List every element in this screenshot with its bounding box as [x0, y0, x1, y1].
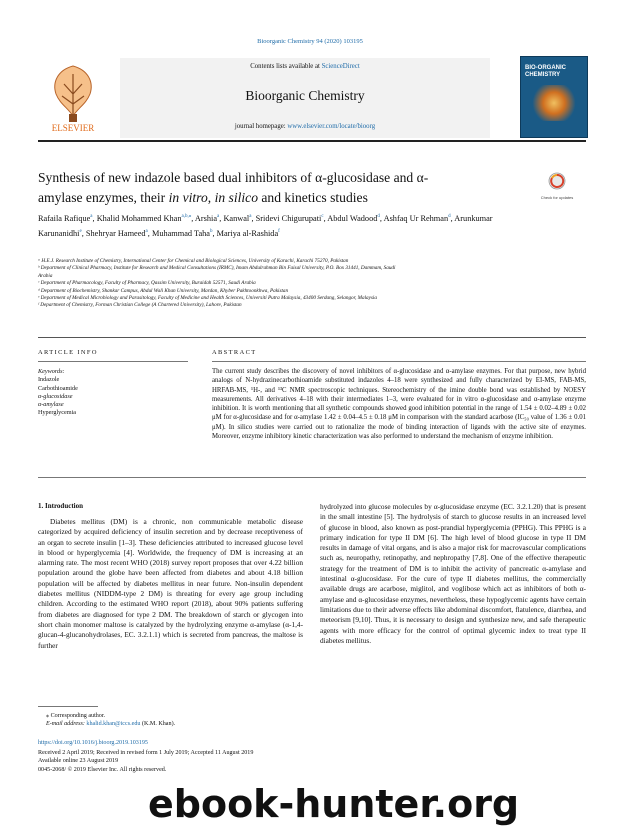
section-rule: [38, 337, 586, 338]
contents-line: [120, 63, 490, 70]
author-affiliation-marker[interactable]: a: [90, 214, 93, 219]
author-name[interactable]: Muhammad Taha: [151, 229, 210, 239]
affiliation-line: Arabia: [38, 272, 53, 279]
email-label: E-mail address:: [46, 721, 87, 728]
homepage-line: [120, 123, 490, 130]
author-affiliation-marker[interactable]: a,b,⁎: [181, 214, 192, 219]
affiliation-line: ᶠ Department of Chemistry, Forman Christian College (A Chartered University), Lahore, Pakistan: [38, 302, 242, 309]
header-rule: [38, 140, 586, 142]
author-name[interactable]: Arunkumar Karunanidhi: [38, 213, 493, 239]
author-name[interactable]: Arshia: [194, 213, 218, 223]
author-affiliation-marker[interactable]: a: [217, 214, 220, 219]
author-affiliation-marker[interactable]: c: [321, 214, 324, 219]
author-affiliation-marker[interactable]: d: [377, 214, 380, 219]
watermark-text: ebook-hunter.org: [148, 782, 520, 826]
cover-title: BIO-ORGANIC CHEMISTRY: [525, 65, 566, 78]
author-affiliation-marker[interactable]: a: [249, 214, 252, 219]
author-affiliation-marker[interactable]: d: [448, 214, 451, 219]
affiliation-line: ᵇ Department of Clinical Pharmacy, Institute for Research and Medical Consultations (IRMC), Imam Abdulrahman Bin Faisal University, P.O. Box 31441, Dammam, Saudi: [38, 265, 396, 272]
online-date: Available online 23 August 2019: [38, 758, 119, 765]
homepage-prefix: journal homepage:: [234, 123, 288, 130]
abstract-heading: ABSTRACT: [212, 349, 257, 356]
keyword: α-amylase: [38, 401, 64, 409]
sciencedirect-link[interactable]: ScienceDirect: [321, 63, 360, 70]
homepage-link[interactable]: www.elsevier.com/locate/bioorg: [287, 123, 376, 130]
author-affiliation-marker[interactable]: f: [278, 229, 280, 235]
abstract-bottom-rule: [38, 477, 586, 478]
affiliation-line: ᶜ Department of Pharmacology, Faculty of Pharmacy, Qassim University, Buraidah 52571, Saudi Arabia: [38, 280, 256, 287]
keyword: Indazole: [38, 376, 60, 384]
keyword: Carbothioamide: [38, 384, 78, 392]
keywords-label: Keywords:: [38, 368, 65, 375]
author-name[interactable]: Ashfaq Ur Rehman: [383, 213, 449, 223]
author-affiliation-marker[interactable]: a: [145, 229, 148, 235]
copyright-line: 0045-2068/ © 2019 Elsevier Inc. All rights reserved.: [38, 766, 167, 773]
author-name[interactable]: Abdul Wadood: [327, 213, 378, 223]
author-name[interactable]: Shehryar Hameed: [85, 229, 146, 239]
author-name[interactable]: Khalid Mohammed Khan: [96, 213, 182, 223]
keyword: Hyperglycemia: [38, 409, 77, 417]
affiliation-line: ᵉ Department of Medical Microbiology and Parasitology, Faculty of Medicine and Health Sciences, Universiti Putra Malaysia, 43400 Serdang, Selangor, Malaysia: [38, 295, 377, 302]
author-name[interactable]: Kanwal: [223, 213, 250, 223]
author-name[interactable]: Mariya al-Rashida: [216, 229, 279, 239]
keyword: α-glucosidase: [38, 392, 73, 400]
journal-name: Bioorganic Chemistry: [245, 88, 365, 103]
introduction-heading: 1. Introduction: [38, 502, 83, 510]
footnote-rule: [38, 706, 98, 707]
doi-link[interactable]: https://doi.org/10.1016/j.bioorg.2019.103195: [38, 740, 148, 746]
affiliation-line: ᵃ H.E.J. Research Institute of Chemistry, International Center for Chemical and Biological Sciences, University of Karachi, Karachi 75270, Pakistan: [38, 258, 349, 264]
footnotes: ⁎ Corresponding author. E-mail address: khalid.khan@iccs.edu (K.M. Khan).: [38, 712, 338, 729]
check-updates-icon: [548, 172, 566, 190]
abstract-rule: [212, 361, 586, 362]
journal-reference[interactable]: Bioorganic Chemistry 94 (2020) 103195: [257, 38, 363, 45]
corresponding-author-note: ⁎ Corresponding author.: [46, 713, 106, 719]
article-info-heading: ARTICLE INFO: [38, 349, 98, 356]
email-link[interactable]: khalid.khan@iccs.edu: [86, 721, 141, 728]
article-info-rule: [38, 361, 188, 362]
cover-graphic: [529, 85, 579, 121]
keywords-block: [38, 368, 188, 418]
author-name[interactable]: Rafaila Rafique: [38, 213, 91, 223]
article-title: Synthesis of new indazole based dual inhibitors of α-glucosidase and α- amylase enzymes, their in vitro, in silico and kinetics studies: [38, 170, 429, 205]
affiliations: [38, 258, 558, 310]
author-name[interactable]: Sridevi Chigurupati: [255, 213, 322, 223]
abstract-text: The current study describes the discovery of novel inhibitors of α-glucosidase and α-amylase enzymes. For that purpose, new hybrid analogs of N-hydrazinecarbothioamide substituted indazoles 4–18 were synthesized and fully characterized by EI-MS, FAB-MS, HRFAB-MS, ¹H-, and ¹³C NMR spectroscopic techniques. Stereochemistry of the imine double bond was established by NOESY measurements. All derivatives 4–18 with their intermediates 1–3, were evaluated for in vitro α-glucosidase and α-amylase enzyme inhibition. It is worth mentioning that all synthetic compounds showed good inhibition potential in the range of 1.54 ± 0.02–4.89 ± 0.02 μM for α-glucosidase and for α-amylase 1.42 ± 0.04–4.5 ± 0.18 μM in comparison with the standard acarbose (IC₅₀ value of 1.36 ± 0.01 μM). In silico studies were carried out to rationalize the mode of binding interaction of ligands with the active site of enzymes. Moreover, enzyme inhibitory kinetic characterization was also performed to understand the mechanism of enzyme inhibition.: [212, 368, 586, 441]
affiliation-line: ᵈ Department of Biochemistry, Shankar Campus, Abdul Wali Khan University, Mardan, Khyber Pakhtoonkhwa, Pakistan: [38, 287, 289, 294]
author-list: Rafaila Rafique$^a$, Khalid Mohammed Khan$^{a,b,⁎}$, Arshia$^a$, Kanwal$^a$, Sridevi Chigurupati$^c$, Abdul Wadood$^d$, Ashfaq Ur Rehman$^d$, Arunkumar Karunanidhi$^e$, Shehryar Hameed$^a$, Muhammad Taha$^b$, Mariya al-Rashida$^f$: [38, 213, 493, 239]
received-dates: Received 2 April 2019; Received in revised form 1 July 2019; Accepted 11 August 2019: [38, 750, 254, 756]
author-affiliation-marker[interactable]: e: [79, 229, 82, 235]
introduction-right-column: hydrolyzed into glucose molecules by α-glucosidase enzyme (EC. 3.2.1.20) that is present in the small intestine [5]. The hydrolysis of starch to glucose results in an increased level of glucose in blood, also known as post-prandial hyperglycemia (PPHG). This PPHG is a primary indication for type II DM [6]. The high level of blood glucose in type II DM results in damage of vital organs, and is also a major risk for macrovascular complications such as, neuropathy, retinopathy, and nephropathy [7,8]. One of the effective therapeutic strategy for the treatment of DM is to inhibit the activity of pancreatic α-amylase and intestinal α-glucosidase. For the cure of type II diabetes mellitus, the commercially available drugs are acarbose, miglitol, and voglibose which act as inhibitors of both α-amylase and α-glucosidase enzymes, nevertheless, these hypoglycemic agents have certain limitations due to their adverse effects like abdominal discomfort, flatulence, diarrhea, and meteorism [9,10]. Thus, it is necessary to design and synthesize new, and safe therapeutic agents with more efficacy for the control of optimal glycemic index to treat type II diabetes mellitus.: [320, 502, 586, 645]
author-affiliation-marker[interactable]: b: [209, 229, 213, 235]
elsevier-logo: [38, 60, 108, 134]
publication-history: [38, 749, 538, 774]
journal-cover-image[interactable]: [520, 56, 588, 138]
elsevier-logo-text: ELSEVIER: [51, 123, 95, 133]
check-for-updates-badge[interactable]: [540, 172, 574, 202]
contents-prefix: Contents lists available at: [250, 63, 322, 70]
introduction-left-column: Diabetes mellitus (DM) is a chronic, non communicable metabolic disease categorized by acquired deficiency of insulin secretion and by decrease receptiveness of an organ to secrete insulin [1–3]. These deficiencies attributed to increased glucose level in blood or hyperglycemia [4]. Worldwide, the frequency of DM is increasing at an alarming rate. The most recent WHO (2018) survey report proposes that over 4.22 billion population around the globe have been affected from diabetes and about 4.18 billion population will be affected by diabetes mellitus in near future. Non-insulin dependent diabetes mellitus (NIDDM-type 2 DM) is threating for every age group including children. According to the estimated WHO report (2018), about 90% patients suffering from diabetes are diagnosed for type 2 DM. The breakdown of starch or glycogen into short chain monomer maltose is catalyzed by the hydrolyzing enzyme α-amylase (α-1,4-glucan-4-glucanohydrolases, EC. 3.2.1.1) which is secreted from pancreas, the maltose is further: [38, 517, 303, 650]
check-updates-label: Check for updates: [540, 195, 574, 200]
